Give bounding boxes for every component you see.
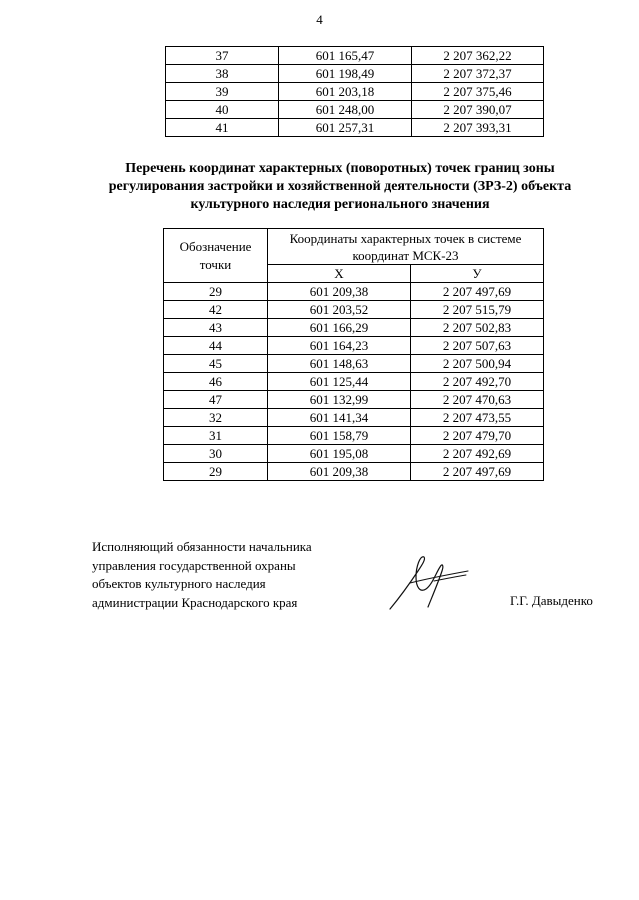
- x-coordinate-cell: 601 164,23: [268, 337, 411, 355]
- table-row: [164, 463, 544, 481]
- x-coordinate-cell: 601 209,38: [268, 283, 411, 301]
- zrz2-coordinates-table: [163, 228, 544, 481]
- point-number-cell: 41: [166, 119, 279, 137]
- x-coordinate-cell: 601 148,63: [268, 355, 411, 373]
- table-row: [166, 65, 544, 83]
- y-coordinate-cell: 2 207 497,69: [411, 283, 544, 301]
- x-coordinate-cell: 601 203,18: [279, 83, 412, 101]
- x-coordinate-cell: 601 203,52: [268, 301, 411, 319]
- table-row: [166, 47, 544, 65]
- point-number-cell: 32: [164, 409, 268, 427]
- table-row: [164, 373, 544, 391]
- header-text: Координаты характерных точек в системе: [289, 231, 522, 246]
- y-coordinate-cell: 2 207 473,55: [411, 409, 544, 427]
- point-number-cell: 29: [164, 463, 268, 481]
- table-header-row: [164, 229, 544, 265]
- x-coordinate-cell: 601 166,29: [268, 319, 411, 337]
- signer-position-line: администрации Краснодарского края: [92, 594, 298, 610]
- table-row: [164, 319, 544, 337]
- point-number-cell: 40: [166, 101, 279, 119]
- table-row: [164, 301, 544, 319]
- coordinates-table-continued: [165, 46, 544, 137]
- x-coordinate-cell: 601 141,34: [268, 409, 411, 427]
- signer-position-line: Исполняющий обязанности начальника: [92, 539, 312, 554]
- point-number-cell: 44: [164, 337, 268, 355]
- y-coordinate-cell: 2 207 492,70: [411, 373, 544, 391]
- y-coordinate-cell: 2 207 492,69: [411, 445, 544, 463]
- point-number-cell: 42: [164, 301, 268, 319]
- y-coordinate-cell: 2 207 372,37: [412, 65, 544, 83]
- section-title-line: культурного наследия регионального значения: [190, 197, 490, 212]
- x-column-header: Х: [268, 265, 411, 283]
- y-coordinate-cell: 2 207 362,22: [412, 47, 544, 65]
- y-coordinate-cell: 2 207 497,69: [411, 463, 544, 481]
- x-coordinate-cell: 601 198,49: [279, 65, 412, 83]
- table-row: [164, 391, 544, 409]
- point-number-cell: 37: [166, 47, 279, 65]
- table-row: [164, 445, 544, 463]
- signature-block: [92, 538, 312, 612]
- y-coordinate-cell: 2 207 393,31: [412, 119, 544, 137]
- point-number-cell: 29: [164, 283, 268, 301]
- section-title-line: Перечень координат характерных (поворотных) точек границ зоны: [125, 161, 555, 176]
- x-coordinate-cell: 601 158,79: [268, 427, 411, 445]
- signer-name: Г.Г. Давыденко: [510, 593, 593, 608]
- table-row: [164, 337, 544, 355]
- x-coordinate-cell: 601 165,47: [279, 47, 412, 65]
- point-number-cell: 47: [164, 391, 268, 409]
- x-coordinate-cell: 601 248,00: [279, 101, 412, 119]
- y-coordinate-cell: 2 207 390,07: [412, 101, 544, 119]
- point-number-cell: 45: [164, 355, 268, 373]
- x-coordinate-cell: 601 125,44: [268, 373, 411, 391]
- table-row: [166, 101, 544, 119]
- section-title-line: регулирования застройки и хозяйственной деятельности (ЗРЗ-2) объекта: [108, 179, 572, 194]
- zrz2-table-body: [164, 283, 544, 481]
- y-coordinate-cell: 2 207 375,46: [412, 83, 544, 101]
- x-coordinate-cell: 601 209,38: [268, 463, 411, 481]
- y-column-header: У: [411, 265, 544, 283]
- header-text: координат МСК-23: [352, 248, 459, 263]
- handwritten-signature: [386, 553, 476, 613]
- signer-position-line: объектов культурного наследия: [92, 576, 266, 591]
- x-coordinate-cell: 601 195,08: [268, 445, 411, 463]
- point-number-cell: 43: [164, 319, 268, 337]
- signer-position-line: управления государственной охраны: [92, 557, 296, 573]
- y-coordinate-cell: 2 207 515,79: [411, 301, 544, 319]
- point-number-cell: 30: [164, 445, 268, 463]
- table-row: [164, 427, 544, 445]
- table-row: [164, 283, 544, 301]
- y-coordinate-cell: 2 207 470,63: [411, 391, 544, 409]
- point-number-cell: 38: [166, 65, 279, 83]
- header-text: точки: [199, 256, 232, 272]
- table-row: [166, 83, 544, 101]
- point-number-cell: 31: [164, 427, 268, 445]
- section-title: [80, 160, 600, 214]
- header-text: Обозначение: [179, 238, 252, 254]
- coordinates-column-header: [268, 229, 544, 265]
- y-coordinate-cell: 2 207 500,94: [411, 355, 544, 373]
- coordinates-table-body: [166, 47, 544, 137]
- page-number: 4: [316, 12, 323, 27]
- y-coordinate-cell: 2 207 507,63: [411, 337, 544, 355]
- table-row: [164, 355, 544, 373]
- table-row: [164, 409, 544, 427]
- x-coordinate-cell: 601 257,31: [279, 119, 412, 137]
- y-coordinate-cell: 2 207 502,83: [411, 319, 544, 337]
- x-coordinate-cell: 601 132,99: [268, 391, 411, 409]
- y-coordinate-cell: 2 207 479,70: [411, 427, 544, 445]
- point-number-cell: 46: [164, 373, 268, 391]
- table-row: [166, 119, 544, 137]
- point-number-cell: 39: [166, 83, 279, 101]
- point-column-header: [164, 229, 268, 283]
